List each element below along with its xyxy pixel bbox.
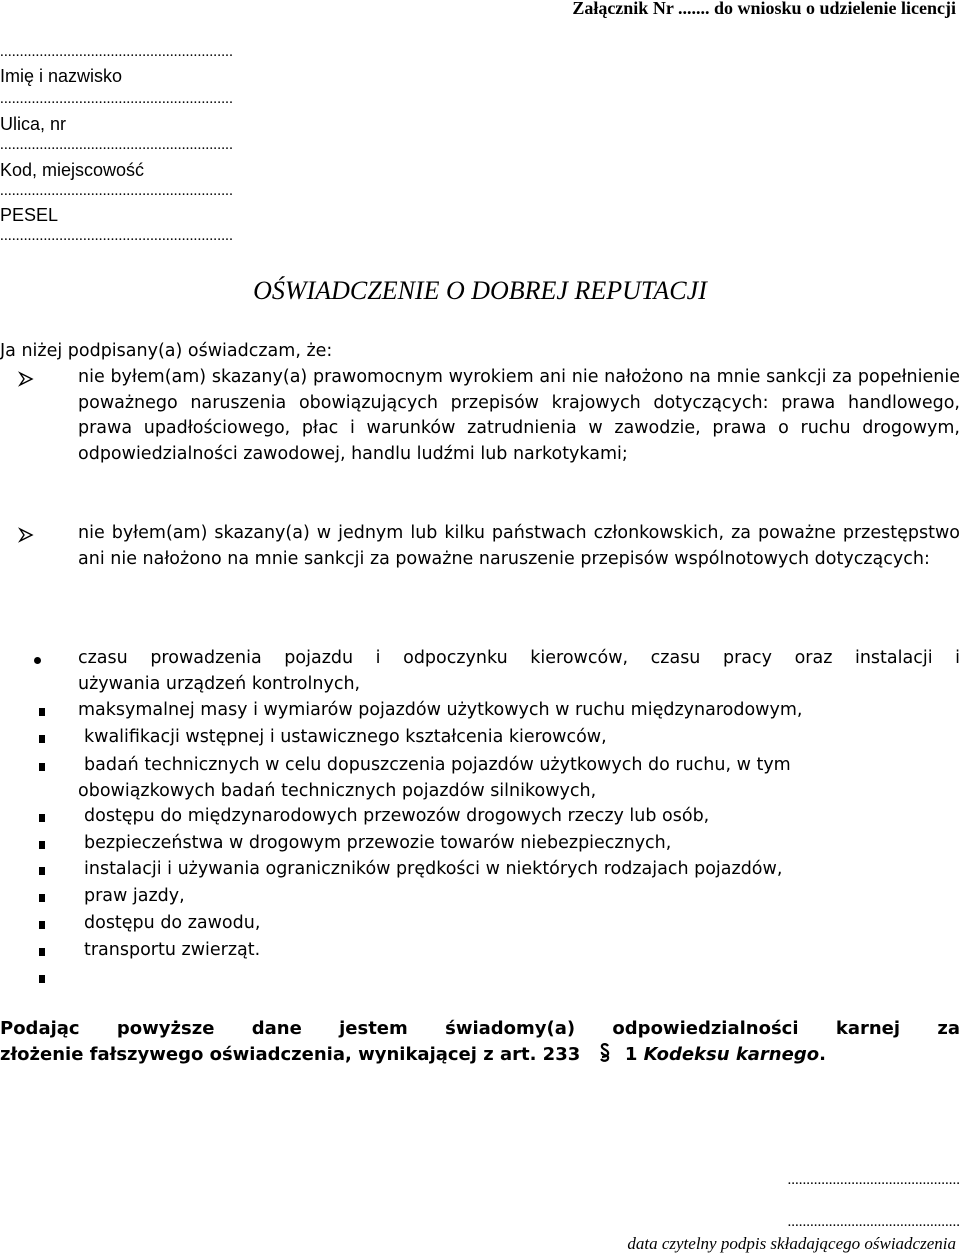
- list-item: bezpieczeństwa w drogowym przewozie towarów niebezpiecznych,: [84, 833, 672, 853]
- square-bullet-icon: [39, 841, 45, 849]
- street-dots: ...........................................................: [0, 91, 234, 107]
- name-dots: ...........................................................: [0, 44, 234, 60]
- list-item: kwalifikacji wstępnej i ustawicznego kształcenia kierowców,: [84, 727, 607, 747]
- list-item: czasu prowadzenia pojazdu i odpoczynku kierowców, czasu pracy oraz instalacji i: [78, 648, 960, 668]
- section-sign-icon: [599, 1043, 611, 1063]
- statement-2: nie byłem(am) skazany(a) w jednym lub kilku państwach członkowskich, za poważne przestępstwo ani nie nałożono na mnie sankcji za poważne naruszenie przepisów wspólnotowych dotyczących:: [78, 523, 960, 569]
- pesel-dots: ...........................................................: [0, 183, 234, 199]
- list-item: dostępu do międzynarodowych przewozów drogowych rzeczy lub osób,: [84, 806, 710, 826]
- postal-label: Kod, miejscowość: [0, 160, 145, 180]
- street-label: Ulica, nr: [0, 114, 67, 134]
- list-item: używania urządzeń kontrolnych,: [78, 674, 361, 694]
- list-item: instalacji i używania ograniczników prędkości w niektórych rodzajach pojazdów,: [84, 859, 783, 879]
- list-item: dostępu do zawodu,: [84, 913, 261, 933]
- date-dots: ..............................................: [787, 1172, 960, 1188]
- square-bullet-icon: [39, 814, 45, 822]
- liability-statement-line-2: [0, 1041, 960, 1069]
- arrow-bullet-icon: [18, 527, 34, 543]
- intro-text: Ja niżej podpisany(a) oświadczam, że:: [0, 341, 333, 361]
- square-bullet-icon: [39, 763, 45, 771]
- article-number: 1: [624, 1044, 638, 1065]
- statement-1: nie byłem(am) skazany(a) prawomocnym wyrokiem ani nie nałożono na mnie sankcji za popełnienie poważnego naruszenia obowiązujących przepisów krajowych dotyczących: prawa handlowego, prawa upadłościowego, płac i warunków zatrudnienia w zawodzie, prawa o ruchu drogowym, odpowiedzialności zawodowej, handlu ludźmi lub narkotykami;: [78, 367, 960, 464]
- square-bullet-icon: [39, 948, 45, 956]
- annex-header: Załącznik Nr ....... do wniosku o udzielenie licencji: [572, 0, 956, 18]
- square-bullet-icon: [39, 867, 45, 875]
- list-item: praw jazdy,: [84, 886, 185, 906]
- arrow-bullet-icon: [18, 371, 34, 387]
- pesel-label: PESEL: [0, 205, 59, 225]
- liability-text: złożenie fałszywego oświadczenia, wynikającej z art. 233: [0, 1044, 581, 1065]
- code-name: Kodeksu karnego: [643, 1044, 820, 1065]
- square-bullet-icon: [39, 735, 45, 743]
- period: .: [819, 1044, 826, 1065]
- document-title: OŚWIADCZENIE O DOBREJ REPUTACJI: [253, 276, 707, 305]
- square-bullet-icon: [39, 708, 45, 716]
- list-item: badań technicznych w celu dopuszczenia pojazdów użytkowych do ruchu, w tym: [84, 755, 791, 775]
- pesel-value-dots: ...........................................................: [0, 228, 234, 244]
- square-bullet-icon: [39, 894, 45, 902]
- signature-label: data czytelny podpis składającego oświadczenia: [627, 1234, 956, 1253]
- list-item: maksymalnej masy i wymiarów pojazdów użytkowych w ruchu międzynarodowym,: [78, 700, 803, 720]
- liability-statement-line-1: Podając powyższe dane jestem świadomy(a) odpowiedzialności karnej za: [0, 1018, 960, 1039]
- round-bullet-icon: [34, 657, 41, 664]
- list-item: transportu zwierząt.: [84, 940, 261, 960]
- list-item: obowiązkowych badań technicznych pojazdów silnikowych,: [78, 781, 597, 801]
- postal-dots: ...........................................................: [0, 137, 234, 153]
- name-label: Imię i nazwisko: [0, 66, 123, 86]
- square-bullet-icon: [39, 975, 45, 983]
- square-bullet-icon: [39, 921, 45, 929]
- signature-dots: ..............................................: [787, 1214, 960, 1230]
